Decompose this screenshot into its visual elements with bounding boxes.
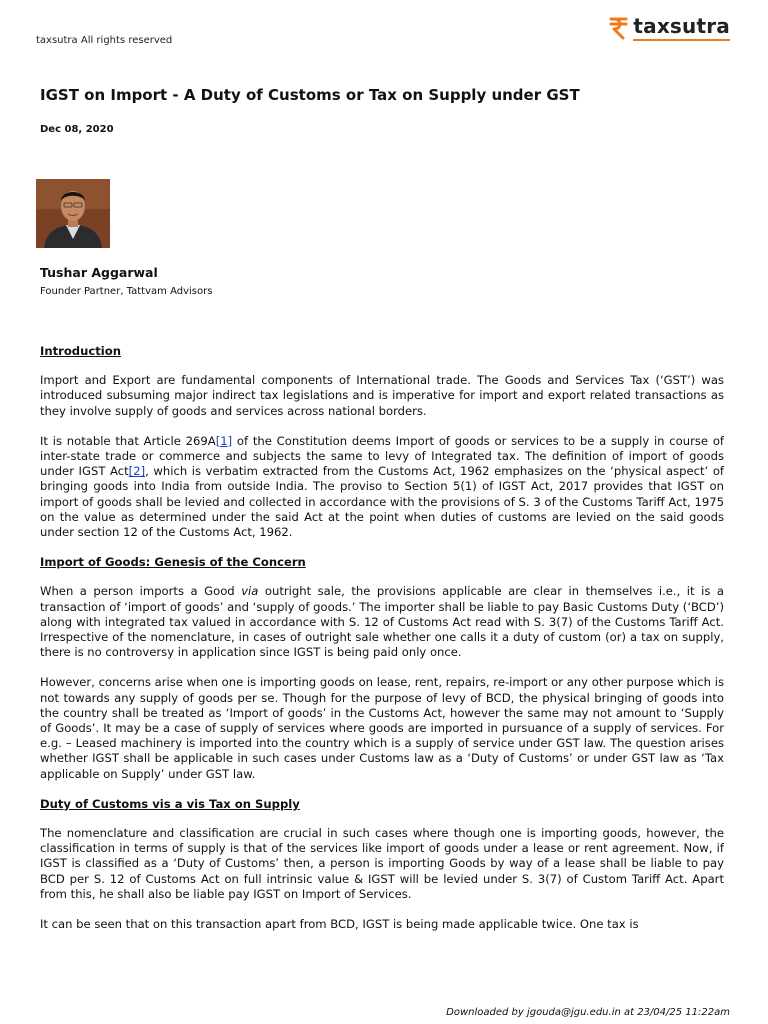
paragraph-3 <box>40 584 724 660</box>
section-heading-import-of-goods: Import of Goods: Genesis of the Concern <box>40 555 306 570</box>
footnote-link-2[interactable]: [2] <box>128 464 146 479</box>
paragraph-3-part-b: outright sale, the provisions applicable are clear in themselves i.e., it is a transaction of ‘import of goods’ and ‘supply of goods.’ The importer shall be liable to pay Basic Customs Duty (‘BCD’) along with integrated tax valued in accordance with S. 12 of Customs Act read with S. 3(7) of the Customs Tariff Act. Irrespective of the nomenclature, in cases of outright sale whether one calls it a duty of custom (or) a tax on supply, there is no controversy in application since IGST is being paid only once. <box>40 584 724 660</box>
article-date: Dec 08, 2020 <box>40 124 114 135</box>
paragraph-1: Import and Export are fundamental components of International trade. The Goods and Services Tax (‘GST’) was introduced subsuming major indirect tax legislations and is imperative for import and export related transactions as they involve supply of goods and services across national borders. <box>40 373 724 418</box>
author-name: Tushar Aggarwal <box>40 265 158 280</box>
article-title: IGST on Import - A Duty of Customs or Tax on Supply under GST <box>40 86 580 104</box>
section-heading-introduction: Introduction <box>40 344 121 358</box>
paragraph-4: However, concerns arise when one is importing goods on lease, rent, repairs, re-import or any other purpose which is not towards any supply of goods per se. Though for the purpose of levy of BCD, the physical bringing of goods into the country shall be treated as ‘Import of goods’ in the Customs Act, however the same may not amount to ‘Supply of Goods’. It may be a case of supply of services where goods are imported in pursuance of a supply of services. For e.g. – Leased machinery is imported into the country which is a supply of service under GST law. The question arises whether IGST shall be applicable in such cases under Customs law as a ‘Duty of Customs’ or under GST law as ‘Tax applicable on Supply’ under GST law. <box>40 675 724 781</box>
section-heading-duty-of-customs: Duty of Customs vis a vis Tax on Supply <box>40 796 300 811</box>
paragraph-2-part-b: of the Constitution deems Import of goods or services to be a supply in course of inter-state trade or commerce and subjects the same to levy of Integrated tax. The definition of import of goods under IGST Act <box>40 433 724 479</box>
paragraph-6: It can be seen that on this transaction apart from BCD, IGST is being made applicable twice. One tax is <box>40 917 639 932</box>
paragraph-3-part-a: When a person imports a Good <box>40 584 242 599</box>
copyright-notice: taxsutra All rights reserved <box>36 35 173 46</box>
rupee-logo-icon <box>609 16 629 40</box>
article-body <box>40 344 724 947</box>
paragraph-2-part-a: It is notable that Article 269A <box>40 433 216 448</box>
paragraph-5: The nomenclature and classification are crucial in such cases where though one is importing goods, however, the classification in terms of supply is that of the services like import of goods under a lease or rent agreement. Now, if IGST is classified as a ‘Duty of Customs’ then, a person is importing Goods by way of a lease shall be liable to pay BCD per S. 12 of Customs Act on full intrinsic value & IGST will be levied under S. 3(7) of Custom Tariff Act. Apart from this, he shall also be liable pay IGST on Import of Services. <box>40 826 724 901</box>
author-photo <box>36 179 110 248</box>
footnote-link-1[interactable]: [1] <box>215 433 233 448</box>
logo-wordmark: taxsutra <box>633 14 730 41</box>
download-footer: Downloaded by jgouda@jgu.edu.in at 23/04/25 11:22am <box>446 1007 730 1018</box>
paragraph-2-part-c: , which is verbatim extracted from the Customs Act, 1962 emphasizes on the ‘physical aspect’ of bringing goods into India from outside India. The proviso to Section 5(1) of IGST Act, 2017 provides that IGST on import of goods shall be levied and collected in accordance with the provisions of S. 3 of the Customs Tariff Act, 1975 on the value as determined under the said Act at the point when duties of customs are levied on the said goods under section 12 of the Customs Act, 1962. <box>40 464 724 540</box>
paragraph-2 <box>40 434 724 540</box>
paragraph-3-via: via <box>241 584 259 599</box>
author-portrait-icon <box>36 179 110 248</box>
taxsutra-logo[interactable] <box>609 14 730 41</box>
author-role: Founder Partner, Tattvam Advisors <box>40 286 213 297</box>
